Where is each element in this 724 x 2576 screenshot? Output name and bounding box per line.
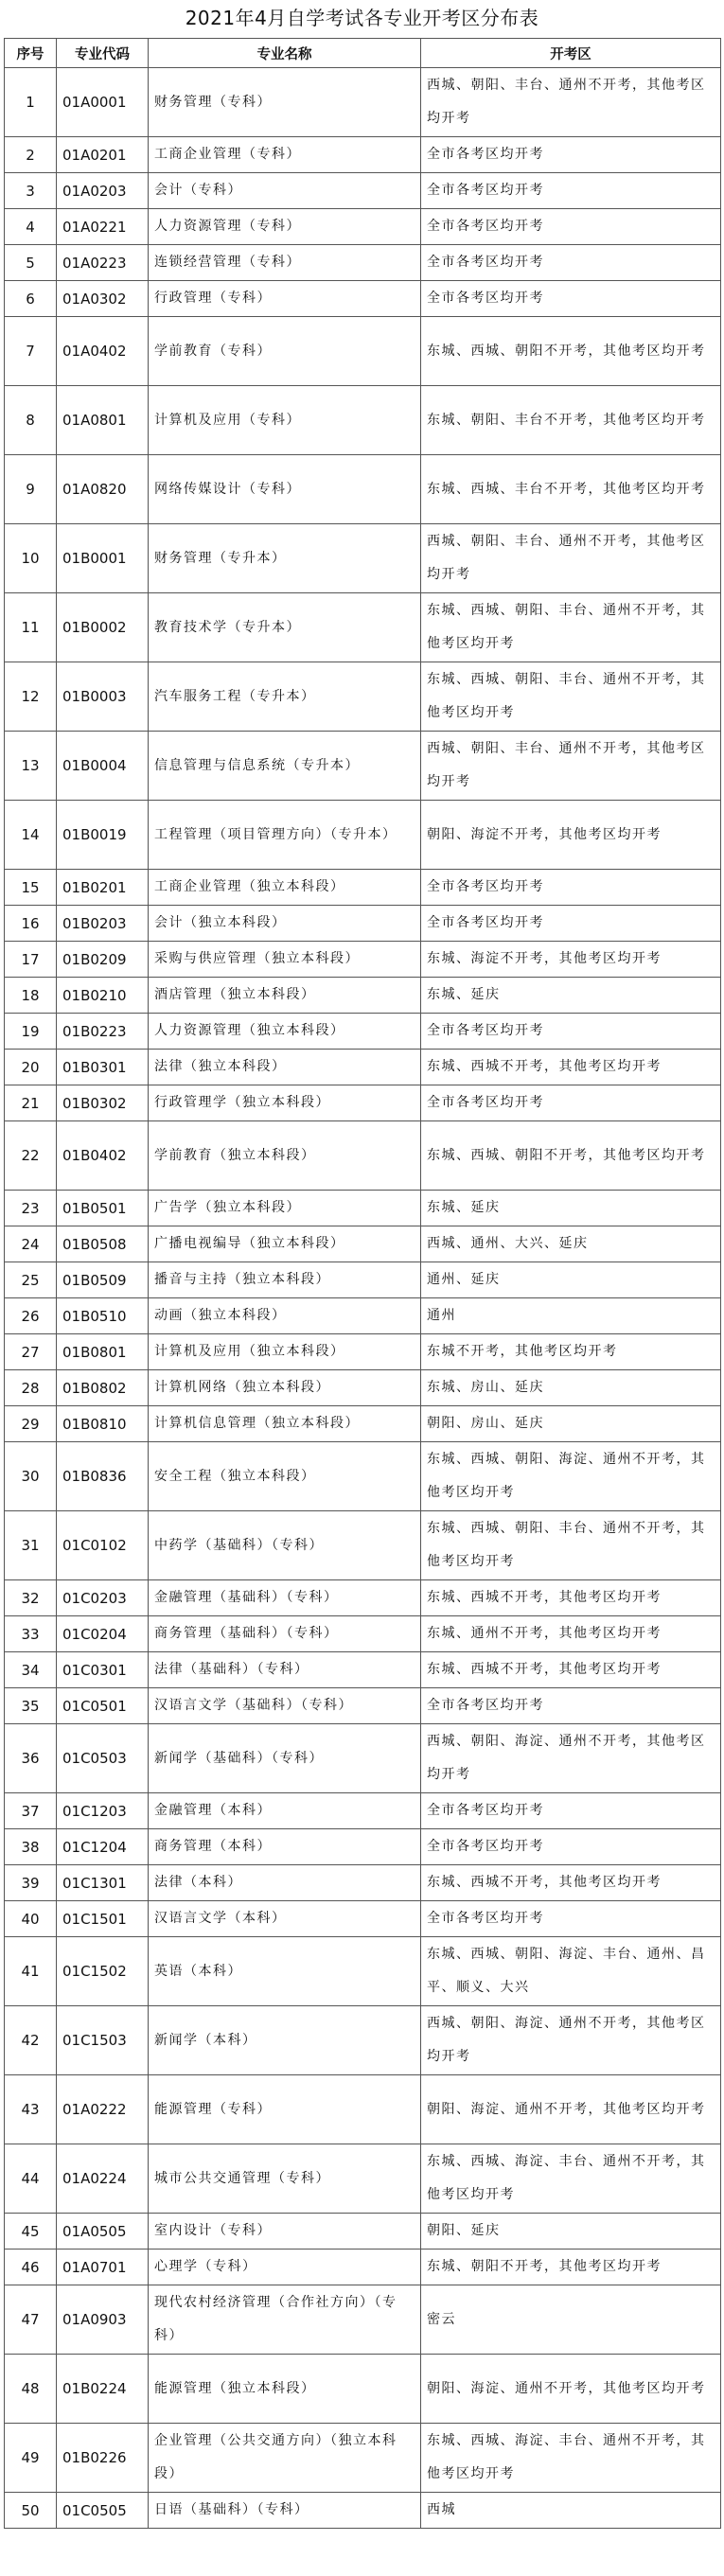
row-number: 12 [5, 662, 57, 732]
major-name: 行政管理（专科） [149, 281, 421, 317]
major-code: 01C1203 [57, 1793, 149, 1829]
page-title: 2021年4月自学考试各专业开考区分布表 [185, 7, 539, 29]
exam-area: 朝阳、海淀、通州不开考，其他考区均开考 [421, 2075, 721, 2144]
major-code: 01B0810 [57, 1406, 149, 1442]
header-area: 开考区 [421, 39, 721, 68]
exam-area: 东城、西城不开考，其他考区均开考 [421, 1865, 721, 1901]
major-name: 行政管理学（独立本科段） [149, 1085, 421, 1121]
major-code: 01B0210 [57, 978, 149, 1014]
row-number: 27 [5, 1334, 57, 1370]
major-code: 01A0402 [57, 317, 149, 386]
row-number: 46 [5, 2250, 57, 2285]
exam-area: 东城、延庆 [421, 1191, 721, 1226]
row-number: 21 [5, 1085, 57, 1121]
table-row [5, 137, 721, 173]
exam-area: 全市各考区均开考 [421, 1688, 721, 1724]
table-row [5, 173, 721, 209]
major-name: 会计（专科） [149, 173, 421, 209]
row-number: 44 [5, 2144, 57, 2214]
exam-area: 东城、西城、丰台不开考，其他考区均开考 [421, 455, 721, 524]
major-code: 01B0508 [57, 1226, 149, 1262]
table-header-row [5, 39, 721, 68]
major-code: 01B0509 [57, 1262, 149, 1298]
major-code: 01A0001 [57, 68, 149, 137]
table-row [5, 245, 721, 281]
row-number: 6 [5, 281, 57, 317]
exam-area: 东城、西城不开考，其他考区均开考 [421, 1580, 721, 1616]
exam-area: 通州、延庆 [421, 1262, 721, 1298]
table-row [5, 1370, 721, 1406]
major-code: 01B0802 [57, 1370, 149, 1406]
header-no: 序号 [5, 39, 57, 68]
row-number: 2 [5, 137, 57, 173]
table-row [5, 1865, 721, 1901]
major-code: 01B0001 [57, 524, 149, 593]
exam-area: 西城、朝阳、丰台、通州不开考，其他考区均开考 [421, 732, 721, 801]
exam-area: 朝阳、延庆 [421, 2214, 721, 2250]
major-name: 能源管理（专科） [149, 2075, 421, 2144]
row-number: 45 [5, 2214, 57, 2250]
exam-area: 全市各考区均开考 [421, 1829, 721, 1865]
table-row [5, 524, 721, 593]
major-code: 01A0221 [57, 209, 149, 245]
row-number: 49 [5, 2424, 57, 2493]
major-name: 法律（本科） [149, 1865, 421, 1901]
table-row [5, 2214, 721, 2250]
major-name: 金融管理（基础科）（专科） [149, 1580, 421, 1616]
exam-area: 全市各考区均开考 [421, 1014, 721, 1050]
major-code: 01C1503 [57, 2006, 149, 2075]
table-row [5, 2355, 721, 2424]
major-code: 01C1501 [57, 1901, 149, 1937]
table-row [5, 978, 721, 1014]
row-number: 40 [5, 1901, 57, 1937]
exam-area: 全市各考区均开考 [421, 173, 721, 209]
exam-area: 东城、朝阳、丰台不开考，其他考区均开考 [421, 386, 721, 455]
major-name: 采购与供应管理（独立本科段） [149, 942, 421, 978]
major-name: 商务管理（基础科）（专科） [149, 1616, 421, 1652]
row-number: 41 [5, 1937, 57, 2006]
header-code: 专业代码 [57, 39, 149, 68]
row-number: 19 [5, 1014, 57, 1050]
table-row [5, 1616, 721, 1652]
exam-area: 东城、西城、朝阳不开考，其他考区均开考 [421, 317, 721, 386]
row-number: 48 [5, 2355, 57, 2424]
major-name: 日语（基础科）（专科） [149, 2493, 421, 2529]
table-row [5, 1580, 721, 1616]
exam-area: 东城、西城、朝阳、海淀、丰台、通州、昌平、顺义、大兴 [421, 1937, 721, 2006]
table-row [5, 2285, 721, 2355]
major-name: 安全工程（独立本科段） [149, 1442, 421, 1511]
major-code: 01A0820 [57, 455, 149, 524]
major-code: 01B0002 [57, 593, 149, 662]
row-number: 30 [5, 1442, 57, 1511]
exam-area: 全市各考区均开考 [421, 1793, 721, 1829]
table-row [5, 1262, 721, 1298]
major-name: 室内设计（专科） [149, 2214, 421, 2250]
major-name: 人力资源管理（专科） [149, 209, 421, 245]
table-row [5, 1085, 721, 1121]
exam-area: 东城、通州不开考，其他考区均开考 [421, 1616, 721, 1652]
row-number: 43 [5, 2075, 57, 2144]
row-number: 29 [5, 1406, 57, 1442]
row-number: 16 [5, 906, 57, 942]
exam-area: 朝阳、海淀不开考，其他考区均开考 [421, 801, 721, 870]
major-name: 英语（本科） [149, 1937, 421, 2006]
exam-area: 全市各考区均开考 [421, 137, 721, 173]
table-row [5, 1937, 721, 2006]
exam-area: 全市各考区均开考 [421, 1085, 721, 1121]
row-number: 35 [5, 1688, 57, 1724]
table-row [5, 1406, 721, 1442]
major-name: 教育技术学（专升本） [149, 593, 421, 662]
table-row [5, 2144, 721, 2214]
major-code: 01A0201 [57, 137, 149, 173]
table-row [5, 1511, 721, 1580]
exam-area: 全市各考区均开考 [421, 906, 721, 942]
major-name: 工商企业管理（专科） [149, 137, 421, 173]
row-number: 9 [5, 455, 57, 524]
major-name: 播音与主持（独立本科段） [149, 1262, 421, 1298]
table-row [5, 942, 721, 978]
major-code: 01B0203 [57, 906, 149, 942]
major-name: 计算机及应用（专科） [149, 386, 421, 455]
major-code: 01B0501 [57, 1191, 149, 1226]
exam-area: 通州 [421, 1298, 721, 1334]
row-number: 14 [5, 801, 57, 870]
exam-area: 东城、西城、朝阳不开考，其他考区均开考 [421, 1121, 721, 1191]
exam-area: 东城、西城、朝阳、丰台、通州不开考，其他考区均开考 [421, 1511, 721, 1580]
row-number: 18 [5, 978, 57, 1014]
row-number: 31 [5, 1511, 57, 1580]
major-code: 01B0003 [57, 662, 149, 732]
row-number: 50 [5, 2493, 57, 2529]
row-number: 7 [5, 317, 57, 386]
major-exam-area-table [4, 38, 721, 2529]
major-code: 01A0701 [57, 2250, 149, 2285]
row-number: 5 [5, 245, 57, 281]
major-name: 法律（基础科）（专科） [149, 1652, 421, 1688]
row-number: 22 [5, 1121, 57, 1191]
table-row [5, 870, 721, 906]
exam-area: 东城、西城、海淀、丰台、通州不开考，其他考区均开考 [421, 2144, 721, 2214]
major-name: 学前教育（独立本科段） [149, 1121, 421, 1191]
major-name: 商务管理（本科） [149, 1829, 421, 1865]
table-row [5, 662, 721, 732]
row-number: 38 [5, 1829, 57, 1865]
major-code: 01B0836 [57, 1442, 149, 1511]
exam-area: 东城、西城不开考，其他考区均开考 [421, 1652, 721, 1688]
table-row [5, 386, 721, 455]
exam-area: 西城、通州、大兴、延庆 [421, 1226, 721, 1262]
row-number: 37 [5, 1793, 57, 1829]
major-code: 01C1204 [57, 1829, 149, 1865]
major-name: 财务管理（专升本） [149, 524, 421, 593]
exam-area: 东城不开考，其他考区均开考 [421, 1334, 721, 1370]
row-number: 15 [5, 870, 57, 906]
table-row [5, 732, 721, 801]
exam-area: 全市各考区均开考 [421, 209, 721, 245]
table-row [5, 1829, 721, 1865]
major-code: 01A0903 [57, 2285, 149, 2355]
major-code: 01B0224 [57, 2355, 149, 2424]
exam-area: 西城、朝阳、丰台、通州不开考，其他考区均开考 [421, 524, 721, 593]
exam-area: 东城、西城不开考，其他考区均开考 [421, 1050, 721, 1085]
major-name: 企业管理（公共交通方向）（独立本科段） [149, 2424, 421, 2493]
row-number: 24 [5, 1226, 57, 1262]
major-code: 01C0301 [57, 1652, 149, 1688]
major-name: 广播电视编导（独立本科段） [149, 1226, 421, 1262]
major-code: 01B0801 [57, 1334, 149, 1370]
table-row [5, 1724, 721, 1793]
major-name: 计算机网络（独立本科段） [149, 1370, 421, 1406]
row-number: 4 [5, 209, 57, 245]
major-name: 酒店管理（独立本科段） [149, 978, 421, 1014]
major-code: 01A0505 [57, 2214, 149, 2250]
row-number: 8 [5, 386, 57, 455]
row-number: 13 [5, 732, 57, 801]
header-name: 专业名称 [149, 39, 421, 68]
major-name: 工程管理（项目管理方向）（专升本） [149, 801, 421, 870]
table-row [5, 1901, 721, 1937]
major-name: 新闻学（本科） [149, 2006, 421, 2075]
major-code: 01B0402 [57, 1121, 149, 1191]
major-code: 01A0203 [57, 173, 149, 209]
major-code: 01B0510 [57, 1298, 149, 1334]
table-row [5, 1050, 721, 1085]
row-number: 32 [5, 1580, 57, 1616]
row-number: 39 [5, 1865, 57, 1901]
table-row [5, 1652, 721, 1688]
major-name: 新闻学（基础科）（专科） [149, 1724, 421, 1793]
table-row [5, 2493, 721, 2529]
table-row [5, 906, 721, 942]
table-row [5, 2006, 721, 2075]
major-code: 01B0201 [57, 870, 149, 906]
table-row [5, 1191, 721, 1226]
major-name: 汉语言文学（基础科）（专科） [149, 1688, 421, 1724]
table-row [5, 801, 721, 870]
major-code: 01C0203 [57, 1580, 149, 1616]
major-name: 金融管理（本科） [149, 1793, 421, 1829]
major-code: 01B0209 [57, 942, 149, 978]
exam-area: 全市各考区均开考 [421, 281, 721, 317]
major-code: 01C0503 [57, 1724, 149, 1793]
exam-area: 东城、房山、延庆 [421, 1370, 721, 1406]
major-code: 01B0004 [57, 732, 149, 801]
row-number: 20 [5, 1050, 57, 1085]
table-row [5, 455, 721, 524]
table-row [5, 2075, 721, 2144]
major-name: 连锁经营管理（专科） [149, 245, 421, 281]
major-name: 广告学（独立本科段） [149, 1191, 421, 1226]
table-row [5, 1298, 721, 1334]
row-number: 26 [5, 1298, 57, 1334]
exam-area: 朝阳、房山、延庆 [421, 1406, 721, 1442]
exam-area: 西城 [421, 2493, 721, 2529]
row-number: 1 [5, 68, 57, 137]
major-name: 现代农村经济管理（合作社方向）（专科） [149, 2285, 421, 2355]
row-number: 47 [5, 2285, 57, 2355]
row-number: 25 [5, 1262, 57, 1298]
table-body [5, 68, 721, 2529]
exam-area: 密云 [421, 2285, 721, 2355]
table-row [5, 1226, 721, 1262]
table-row [5, 2250, 721, 2285]
row-number: 42 [5, 2006, 57, 2075]
row-number: 33 [5, 1616, 57, 1652]
major-name: 网络传媒设计（专科） [149, 455, 421, 524]
table-row [5, 68, 721, 137]
major-code: 01A0224 [57, 2144, 149, 2214]
exam-area: 全市各考区均开考 [421, 870, 721, 906]
major-code: 01C1301 [57, 1865, 149, 1901]
major-name: 信息管理与信息系统（专升本） [149, 732, 421, 801]
major-code: 01A0302 [57, 281, 149, 317]
major-name: 学前教育（专科） [149, 317, 421, 386]
major-name: 能源管理（独立本科段） [149, 2355, 421, 2424]
row-number: 34 [5, 1652, 57, 1688]
table-row [5, 593, 721, 662]
exam-area: 全市各考区均开考 [421, 1901, 721, 1937]
exam-area: 东城、朝阳不开考，其他考区均开考 [421, 2250, 721, 2285]
table-row [5, 1121, 721, 1191]
row-number: 23 [5, 1191, 57, 1226]
major-code: 01B0019 [57, 801, 149, 870]
table-row [5, 1014, 721, 1050]
exam-area: 全市各考区均开考 [421, 245, 721, 281]
major-code: 01C0102 [57, 1511, 149, 1580]
major-name: 会计（独立本科段） [149, 906, 421, 942]
exam-area: 东城、西城、朝阳、丰台、通州不开考，其他考区均开考 [421, 593, 721, 662]
major-code: 01B0223 [57, 1014, 149, 1050]
major-code: 01B0302 [57, 1085, 149, 1121]
major-name: 动画（独立本科段） [149, 1298, 421, 1334]
major-name: 财务管理（专科） [149, 68, 421, 137]
major-name: 法律（独立本科段） [149, 1050, 421, 1085]
major-name: 工商企业管理（独立本科段） [149, 870, 421, 906]
exam-area: 东城、延庆 [421, 978, 721, 1014]
exam-area: 西城、朝阳、海淀、通州不开考，其他考区均开考 [421, 2006, 721, 2075]
major-code: 01B0301 [57, 1050, 149, 1085]
table-row [5, 209, 721, 245]
exam-area: 西城、朝阳、海淀、通州不开考，其他考区均开考 [421, 1724, 721, 1793]
table-row [5, 1793, 721, 1829]
table-row [5, 317, 721, 386]
exam-area: 东城、西城、朝阳、丰台、通州不开考，其他考区均开考 [421, 662, 721, 732]
major-code: 01C1502 [57, 1937, 149, 2006]
exam-area: 西城、朝阳、丰台、通州不开考，其他考区均开考 [421, 68, 721, 137]
major-code: 01B0226 [57, 2424, 149, 2493]
table-row [5, 281, 721, 317]
major-code: 01A0223 [57, 245, 149, 281]
row-number: 28 [5, 1370, 57, 1406]
major-name: 汽车服务工程（专升本） [149, 662, 421, 732]
row-number: 3 [5, 173, 57, 209]
major-name: 心理学（专科） [149, 2250, 421, 2285]
major-name: 计算机信息管理（独立本科段） [149, 1406, 421, 1442]
major-name: 汉语言文学（本科） [149, 1901, 421, 1937]
major-name: 人力资源管理（独立本科段） [149, 1014, 421, 1050]
major-name: 城市公共交通管理（专科） [149, 2144, 421, 2214]
major-code: 01C0501 [57, 1688, 149, 1724]
table-row [5, 1442, 721, 1511]
major-code: 01C0204 [57, 1616, 149, 1652]
row-number: 10 [5, 524, 57, 593]
exam-area: 东城、海淀不开考，其他考区均开考 [421, 942, 721, 978]
major-name: 计算机及应用（独立本科段） [149, 1334, 421, 1370]
table-row [5, 1334, 721, 1370]
row-number: 11 [5, 593, 57, 662]
major-code: 01C0505 [57, 2493, 149, 2529]
table-row [5, 1688, 721, 1724]
row-number: 17 [5, 942, 57, 978]
major-code: 01A0801 [57, 386, 149, 455]
major-name: 中药学（基础科）（专科） [149, 1511, 421, 1580]
exam-area: 东城、西城、朝阳、海淀、通州不开考，其他考区均开考 [421, 1442, 721, 1511]
major-code: 01A0222 [57, 2075, 149, 2144]
table-row [5, 2424, 721, 2493]
row-number: 36 [5, 1724, 57, 1793]
exam-area: 朝阳、海淀、通州不开考，其他考区均开考 [421, 2355, 721, 2424]
exam-area: 东城、西城、海淀、丰台、通州不开考，其他考区均开考 [421, 2424, 721, 2493]
